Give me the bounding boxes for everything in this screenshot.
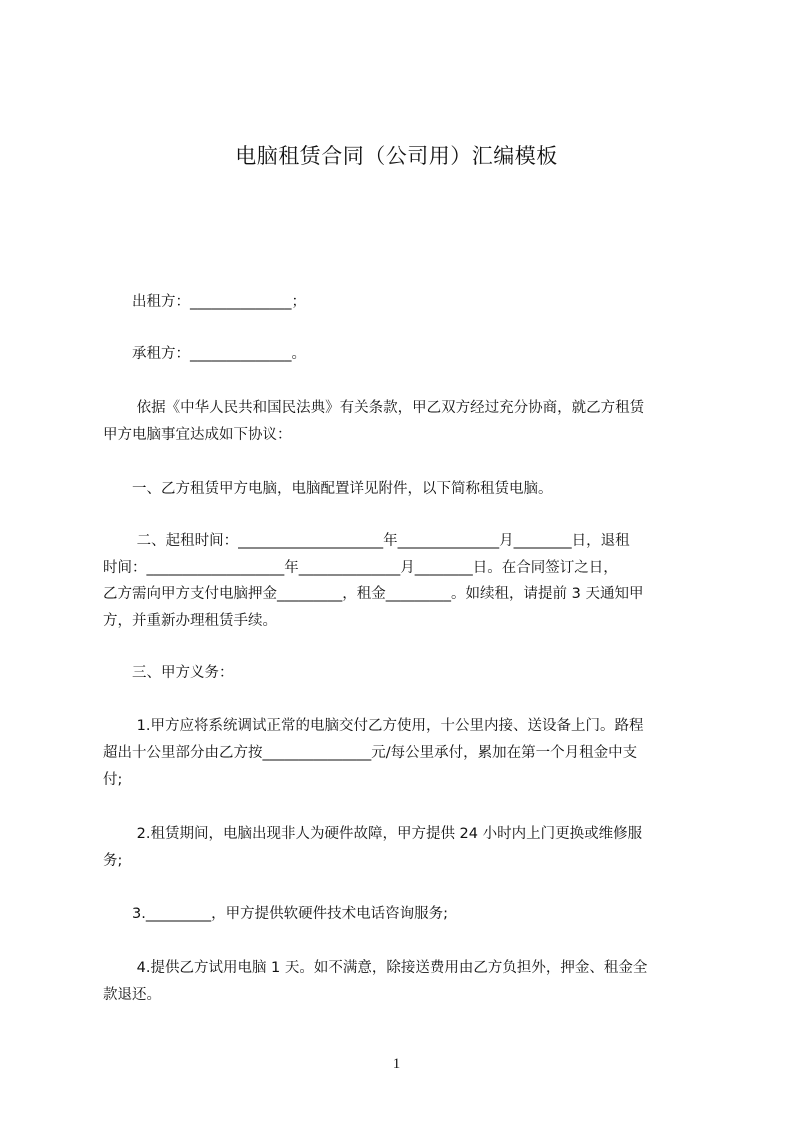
obligation-item-1: 超出十公里部分由乙方按_______________元/每公里承付，累加在第一个月租金中支 bbox=[103, 745, 638, 761]
obligation-item-1: 1.甲方应将系统调试正常的电脑交付乙方使用，十公里内接、送设备上门。路程 bbox=[103, 718, 644, 734]
document-title: 电脑租赁合同（公司用）汇编模板 bbox=[235, 144, 558, 168]
page-number: 1 bbox=[392, 1056, 401, 1072]
clause-two-line: 二、起租时间：____________________年______________月________日，退租 bbox=[103, 533, 630, 549]
clause-two-line: 乙方需向甲方支付电脑押金_________，租金_________。如续租，请提前 3 天通知甲 bbox=[103, 586, 644, 602]
obligation-item-2: 务; bbox=[103, 853, 123, 869]
clause-three-heading: 三、甲方义务： bbox=[103, 665, 234, 681]
obligation-item-1: 付; bbox=[103, 772, 123, 788]
intro-line: 甲方电脑事宜达成如下协议： bbox=[103, 427, 292, 443]
obligation-item-2: 2.租赁期间，电脑出现非人为硬件故障，甲方提供 24 小时内上门更换或维修服 bbox=[103, 826, 643, 842]
intro-line: 依据《中华人民共和国民法典》有关条款，甲乙双方经过充分协商，就乙方租赁 bbox=[103, 400, 645, 416]
obligation-item-3: 3._________，甲方提供软硬件技术电话咨询服务; bbox=[103, 906, 448, 922]
clause-one: 一、乙方租赁甲方电脑，电脑配置详见附件，以下简称租赁电脑。 bbox=[103, 481, 553, 497]
lessee-line: 承租方：______________。 bbox=[103, 346, 306, 362]
obligation-item-4: 款退还。 bbox=[103, 987, 161, 1003]
obligation-item-4: 4.提供乙方试用电脑 1 天。如不满意，除接送费用由乙方负担外，押金、租金全 bbox=[103, 960, 648, 976]
clause-two-line: 时间：___________________年______________月________日。在合同签订之日， bbox=[103, 560, 618, 576]
clause-two-line: 方，并重新办理租赁手续。 bbox=[103, 613, 277, 629]
lessor-line: 出租方：______________； bbox=[103, 294, 306, 310]
